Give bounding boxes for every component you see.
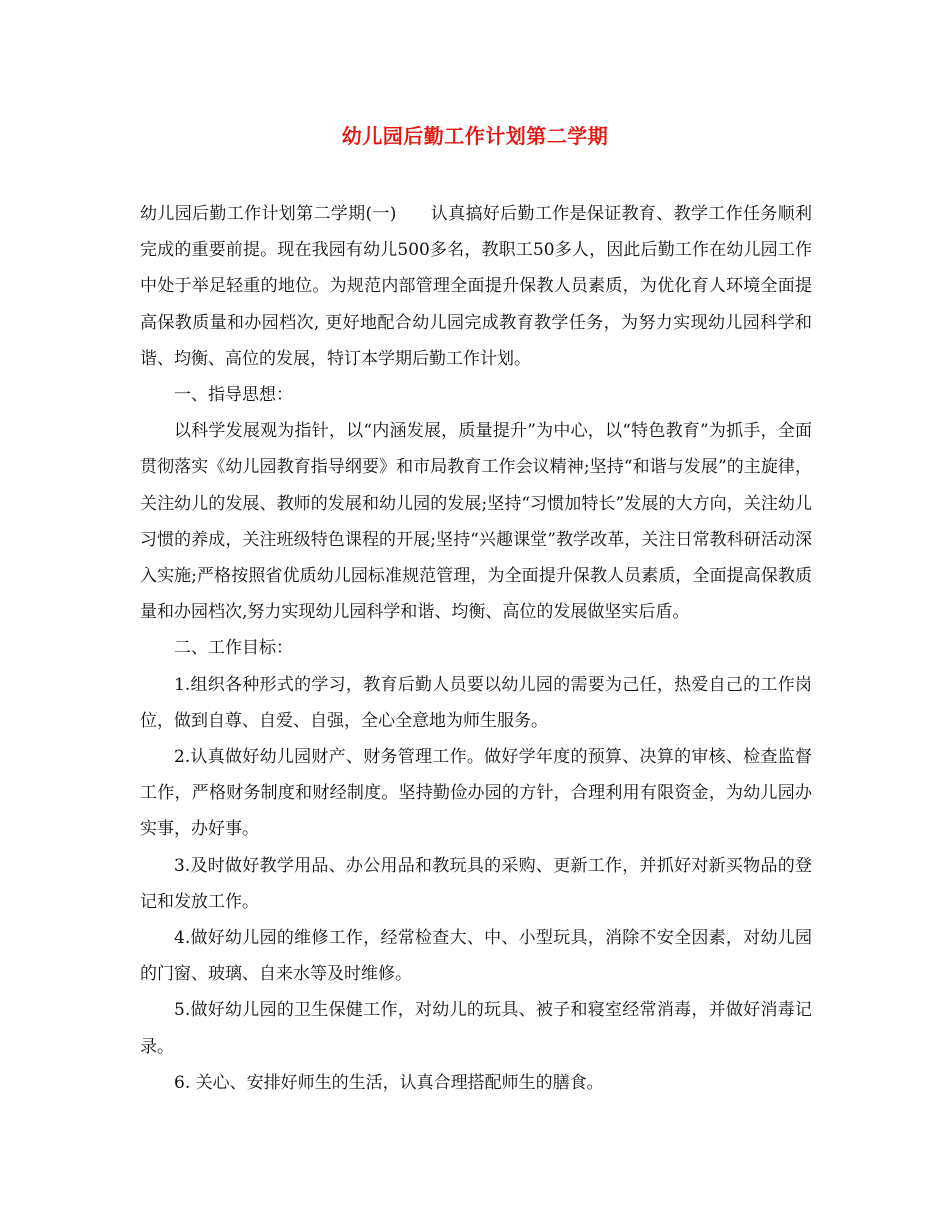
- goal-item-4: 4.做好幼儿园的维修工作，经常检查大、中、小型玩具，消除不安全因素，对幼儿园的门窗、玻璃、自来水等及时维修。: [140, 928, 812, 985]
- guiding-ideology-paragraph: 以科学发展观为指针，以“内涵发展，质量提升”为中心，以“特色教育”为抓手，全面贯彻落实《幼儿园教育指导纲要》和市局教育工作会议精神;坚持“和谐与发展”的主旋律，关注幼儿的发展、教师的发展和幼儿园的发展;坚持“习惯加特长”发展的大方向，关注幼儿习惯的养成，关注班级特色课程的开展;坚持“兴趣课堂”教学改革，关注日常教科研活动深入实施;严格按照省优质幼儿园标准规范管理，为全面提升保教人员素质，全面提高保教质量和办园档次,努力实现幼儿园科学和谐、均衡、高位的发展做坚实后盾。: [140, 421, 812, 623]
- intro-text: 认真搞好后勤工作是保证教育、教学工作任务顺利完成的重要前提。现在我园有幼儿500多名，教职工50多人，因此后勤工作在幼儿园工作中处于举足轻重的地位。为规范内部管理全面提升保教人员素质，为优化育人环境全面提高保教质量和办园档次, 更好地配合幼儿园完成教育教学任务，为努力实现幼儿园科学和谐、均衡、高位的发展，特订本学期后勤工作计划。: [140, 204, 813, 369]
- section-heading-work-goals: 二、工作目标：: [174, 638, 293, 659]
- goal-item-5: 5.做好幼儿园的卫生保健工作，对幼儿的玩具、被子和寝室经常消毒，并做好消毒记录。: [140, 1000, 812, 1057]
- intro-paragraph: [140, 196, 812, 377]
- section-heading-guiding-ideology: 一、指导思想：: [174, 385, 293, 406]
- goal-item-6: 6. 关心、安排好师生的生活，认真合理搭配师生的膳食。: [174, 1072, 604, 1093]
- goal-item-2: 2.认真做好幼儿园财产、财务管理工作。做好学年度的预算、决算的审核、检查监督工作，严格财务制度和财经制度。坚持勤俭办园的方针，合理利用有限资金，为幼儿园办实事，办好事。: [140, 747, 812, 840]
- goal-item-1: 1.组织各种形式的学习，教育后勤人员要以幼儿园的需要为己任，热爱自己的工作岗位，做到自尊、自爱、自强，全心全意地为师生服务。: [140, 674, 812, 731]
- intro-heading: 幼儿园后勤工作计划第二学期(一): [140, 204, 397, 224]
- document-title: 幼儿园后勤工作计划第二学期: [341, 124, 609, 148]
- goal-item-3: 3.及时做好教学用品、办公用品和教玩具的采购、更新工作，并抓好对新买物品的登记和发放工作。: [140, 855, 812, 912]
- document-body: [140, 196, 812, 1101]
